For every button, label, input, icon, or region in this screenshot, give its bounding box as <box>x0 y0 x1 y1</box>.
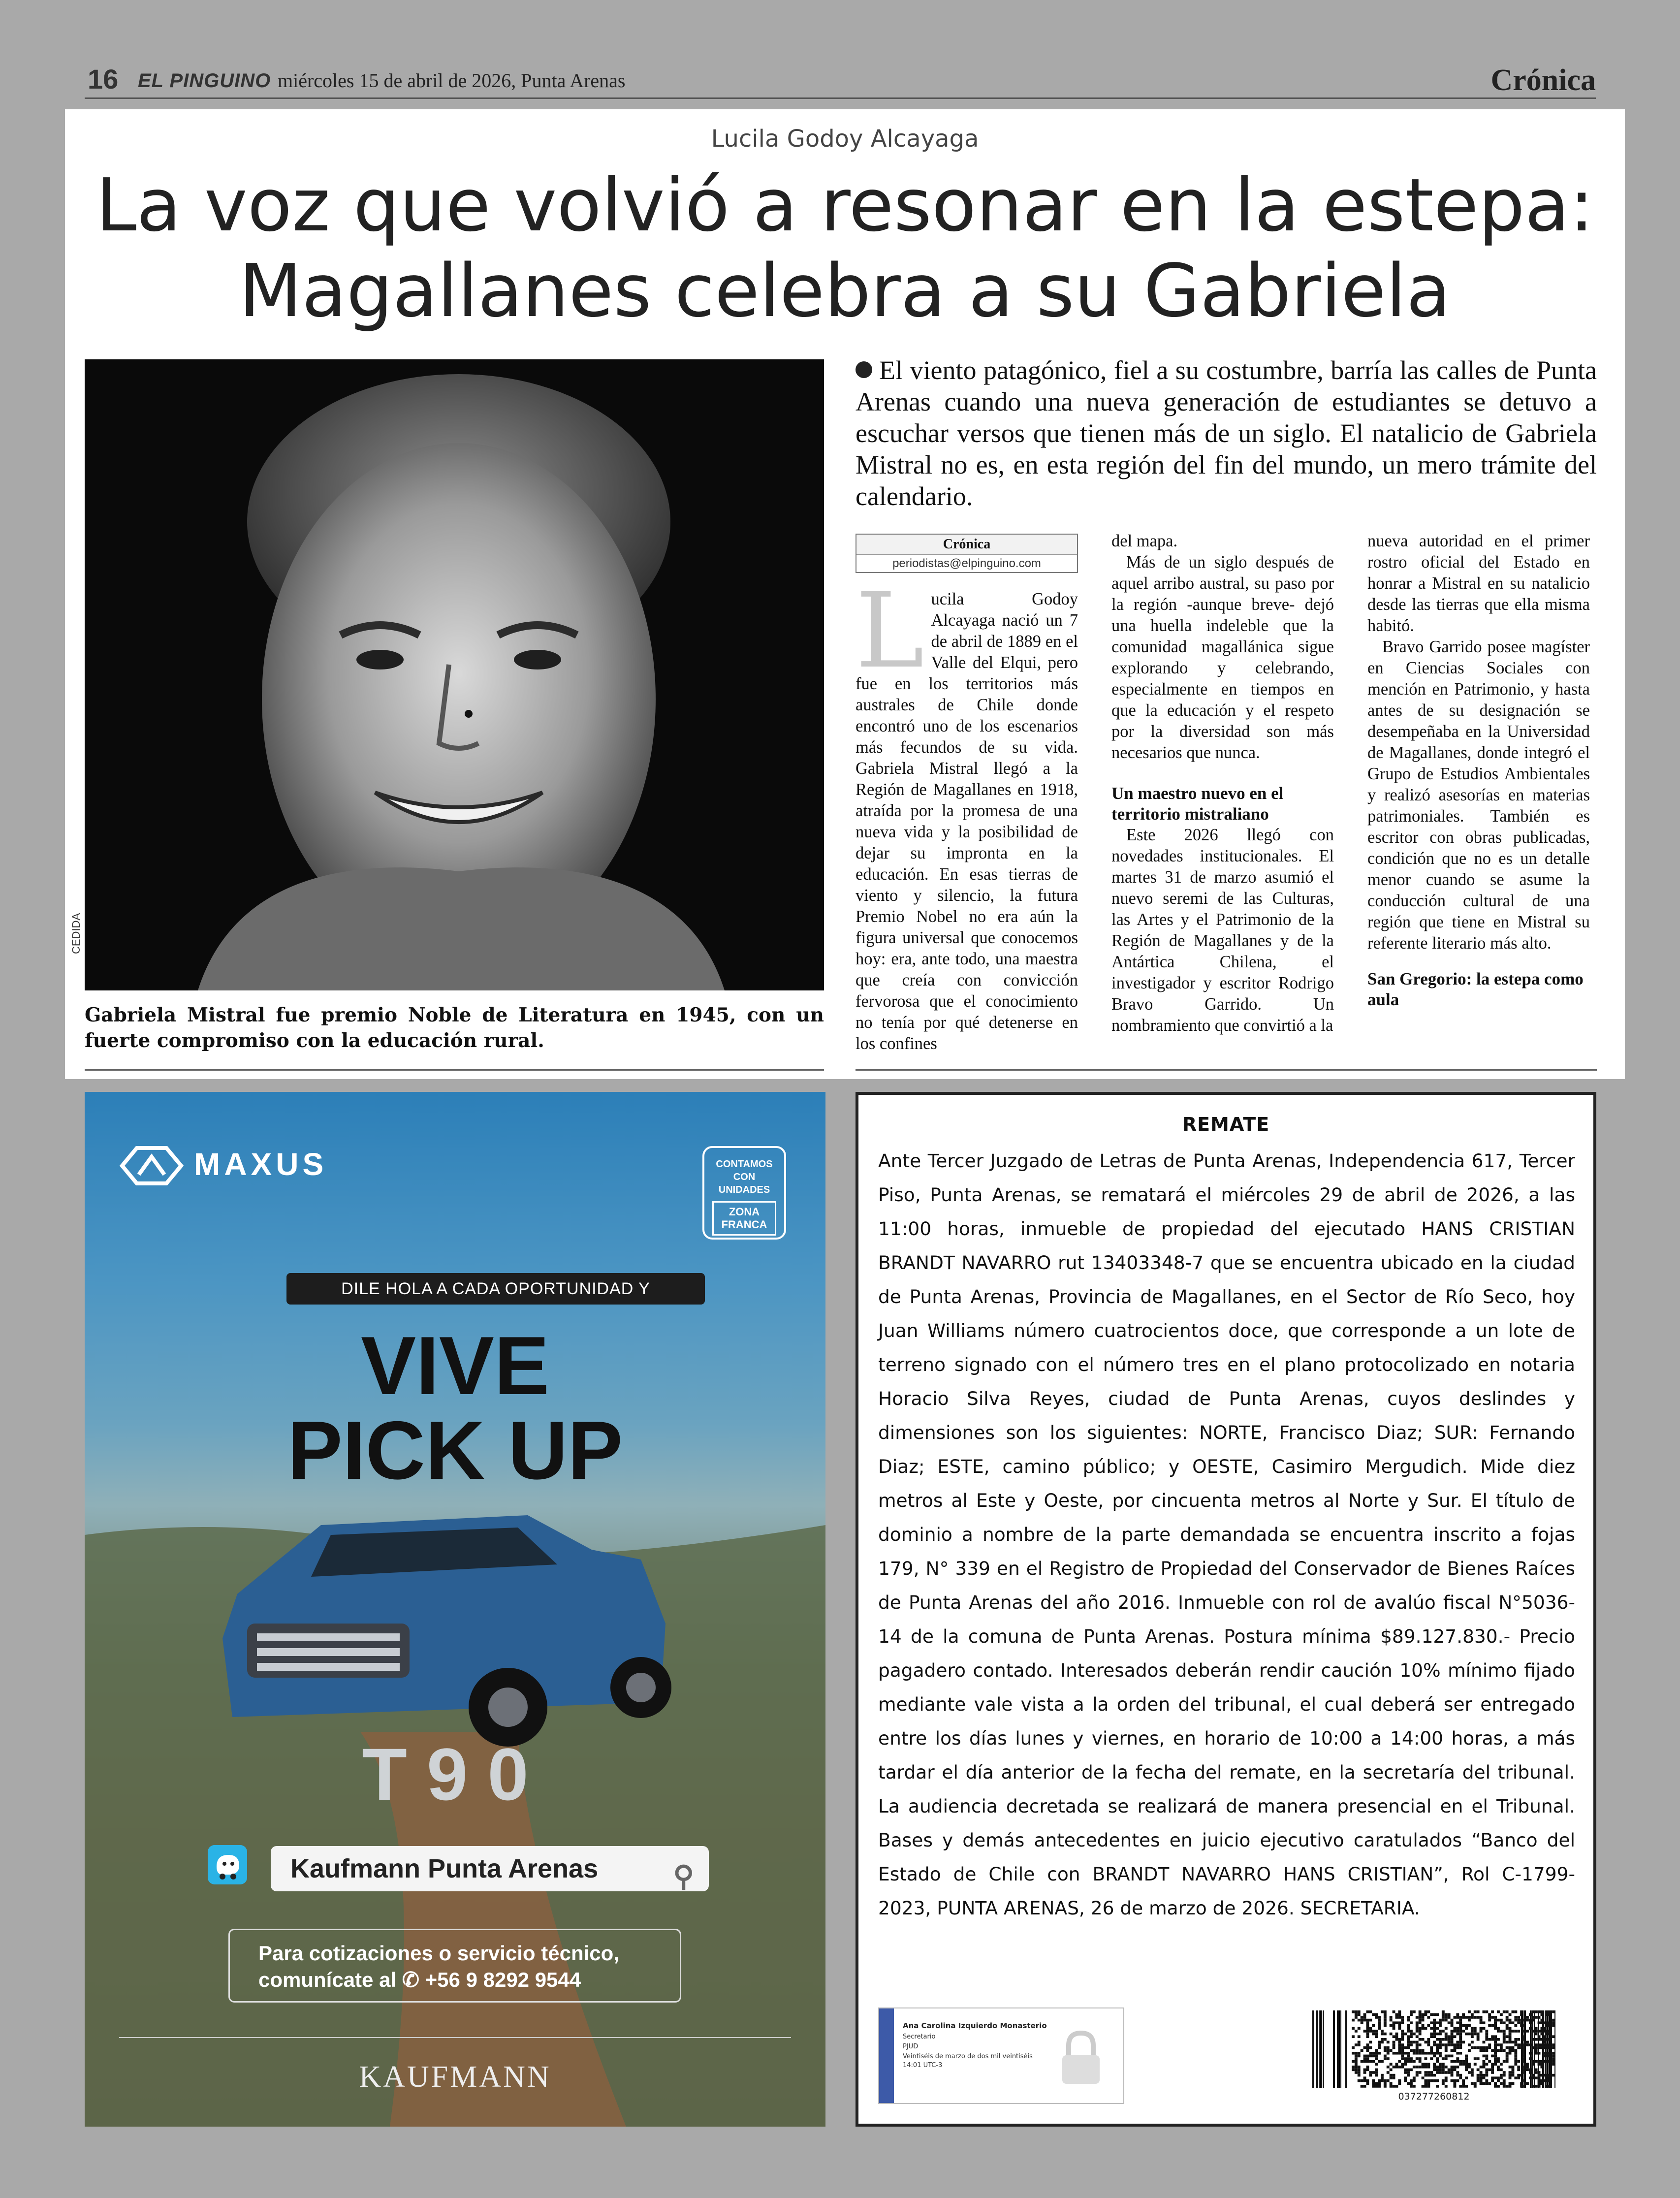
dealer-brand: KAUFMANN <box>359 2060 551 2094</box>
subheading-2: San Gregorio: la estepa como aula <box>1367 969 1584 1009</box>
headline-line-1: La voz que volvió a resonar en la estepa: <box>95 163 1594 248</box>
contact-line-1: Para cotizaciones o servicio técnico, <box>258 1942 619 1965</box>
article-lead <box>856 354 1597 512</box>
byline-box <box>856 534 1078 573</box>
photo-caption: Gabriela Mistral fue premio Noble de Literatura en 1945, con un fuerte compromiso con la educación rural. <box>85 1004 824 1052</box>
lock-icon <box>1056 2028 1106 2087</box>
caption-divider <box>85 1069 824 1071</box>
signer-time: 14:01 UTC-3 <box>903 2062 943 2069</box>
page-number: 16 <box>88 64 119 95</box>
signature-bar <box>879 2008 894 2103</box>
column-2-paragraph-1: del mapa. <box>1111 532 1178 550</box>
column-2-paragraph-3: Este 2026 llegó con novedades institucionales. El martes 31 de marzo asumió el nuevo seremi de las Culturas, las Artes y el Patrimonio de la Región de Magallanes y de la Antártica Chilena, el investigador y escritor Rodrigo Bravo Garrido. Un nombramiento que convirtió a la <box>1111 826 1334 1035</box>
ad-headline <box>85 1319 825 1497</box>
date-line: miércoles 15 de abril de 2026, Punta Arenas <box>278 69 626 92</box>
lead-text: El viento patagónico, fiel a su costumbre, barría las calles de Punta Arenas cuando una nueva generación de estudiantes se detuvo a escuchar versos que tienen más de un siglo. El natalicio de Gabriela Mistral no es, en esta región del fin del mundo, un mero trámite del calendario. <box>856 355 1597 511</box>
page-header <box>85 63 1596 99</box>
photo-credit: CEDIDA <box>70 913 82 954</box>
article-kicker: Lucila Godoy Alcayaga <box>711 125 979 153</box>
ad-brand: MAXUS <box>194 1147 328 1182</box>
newspaper-brand: EL PINGUINO <box>138 70 271 92</box>
contact-line-2: comunícate al <box>258 1968 397 1991</box>
portrait-photo <box>85 359 824 990</box>
contact-box <box>228 1929 681 2003</box>
verification-code-icon <box>1312 2010 1555 2088</box>
article-headline <box>65 162 1625 334</box>
signer-name: Ana Carolina Izquierdo Monasterio <box>903 2021 1047 2030</box>
column-1-text: ucila Godoy Alcayaga nació un 7 de abril de 1889 en el Valle del Elqui, pero fue en los territorios más australes de Chile donde encontró uno de los escenarios más fecundos de su vida. Gabriela Mistral llegó a la Región de Magallanes en 1918, atraída por la promesa de una nueva vida y la posibilidad de dejar su impronta en la educación. En esas tierras de viento y silencio, la futura Premio Nobel no era aún la figura universal que conocemos hoy: era, ante todo, una maestra que creía con convicción fervorosa que el conocimiento no tenía por qué detenerse en los confines <box>856 590 1078 1053</box>
ad-divider <box>119 2037 791 2038</box>
ad-headline-line-1: VIVE <box>361 1319 549 1412</box>
article-column-1 <box>856 534 1078 1054</box>
ad-headline-line-2: PICK UP <box>287 1404 623 1497</box>
bullet-icon <box>856 361 872 378</box>
subheading-1: Un maestro nuevo en el territorio mistraliano <box>1111 784 1284 824</box>
signer-role: Secretario <box>903 2033 936 2040</box>
ad-tagline: DILE HOLA A CADA OPORTUNIDAD Y <box>286 1273 705 1305</box>
maxus-logo-icon <box>119 1145 184 1186</box>
signer-date: Veintiséis de marzo de dos mil veintiséis <box>903 2053 1033 2060</box>
column-3-paragraph-2: Bravo Garrido posee magíster en Ciencias Sociales con mención en Patrimonio, y hasta antes de su designación se desempeñaba en la Universidad de Magallanes, donde integró el Grupo de Estudios Ambientales y realizó asesorías en materias patrimoniales. También es escritor con obras publicadas, condición que no es un detalle menor cuando se asume la conducción cultural de una región que tiene en Mistral su referente literario más alto. <box>1367 637 1590 953</box>
signer-org: PJUD <box>903 2043 919 2050</box>
badge-line-1: CONTAMOS CON <box>716 1159 773 1182</box>
article-panel <box>65 109 1625 1079</box>
notice-title: REMATE <box>1182 1114 1270 1135</box>
zona-franca-badge <box>702 1146 786 1240</box>
search-label: Kaufmann Punta Arenas <box>290 1854 599 1883</box>
whatsapp-icon: ✆ <box>402 1968 419 1991</box>
waze-icon[interactable] <box>208 1845 247 1884</box>
byline-email: periodistas@elpinguino.com <box>892 557 1041 570</box>
maxus-advertisement[interactable] <box>85 1092 825 2127</box>
auction-notice <box>856 1092 1596 2127</box>
badge-box: ZONA FRANCA <box>712 1201 776 1236</box>
location-search-bar[interactable] <box>271 1846 709 1891</box>
model-name: T90 <box>362 1733 548 1816</box>
article-column-3 <box>1367 531 1590 1010</box>
phone-number[interactable]: +56 9 8292 9544 <box>425 1968 581 1991</box>
column-2-paragraph-2: Más de un siglo después de aquel arribo austral, su paso por la región -aunque breve- dejó una huella indeleble que la comunidad magallánica sigue explorando y celebrando, especialmente en tiempos en que la educación y el respeto por la diversidad son más necesarios que nunca. <box>1111 553 1334 762</box>
section-name: Crónica <box>1490 64 1596 97</box>
article-divider <box>856 1069 1597 1071</box>
electronic-signature <box>878 2007 1124 2104</box>
byline-section: Crónica <box>856 535 1077 555</box>
verification-code-number: 037277260812 <box>1398 2091 1470 2102</box>
notice-body: Ante Tercer Juzgado de Letras de Punta Arenas, Independencia 617, Tercer Piso, Punta Arenas, se rematará el miércoles 29 de abril de 2026, a las 11:00 horas, inmueble de propiedad del ejecutado HANS CRISTIAN BRANDT NAVARRO rut 13403348-7 que se encuentra ubicado en la ciudad de Punta Arenas, Provincia de Magallanes, en el Sector de Río Seco, hoy Juan Williams número cuatrocientos doce, que corresponde a un lote de terreno signado con el número tres en el plano protocolizado en notaria Horacio Silva Reyes, ciudad de Punta Arenas, cuyos deslindes y dimensiones son los siguientes: NORTE, Francisco Diaz; SUR: Fernando Diaz; ESTE, camino público; y OESTE, Casimiro Mergudich. Mide diez metros al Este y Oeste, por cincuenta metros al Norte y Sur. El título de dominio a nombre de la parte demandada se encuentra inscrito a fojas 179, N° 339 en el Registro de Propiedad del Conservador de Bienes Raíces de Punta Arenas del año 2016. Inmueble con rol de avalúo fiscal N°5036-14 de la comuna de Punta Arenas. Postura mínima $89.127.830.- Precio pagadero contado. Interesados deberán rendir caución 10% mínimo fijado mediante vale vista a la orden del tribunal, el cual deberá ser entregado entre los días lunes y viernes, en horario de 10:00 a 14:00 horas, a más tardar el día anterior de la fecha del remate, en la secretaría del tribunal. La audiencia decretada se realizará de manera presencial en el Tribunal. Bases y demás antecedentes en juicio ejecutivo caratulados “Banco del Estado de Chile con BRANDT NAVARRO HANS CRISTIAN”, Rol C-1799- 2023, PUNTA ARENAS, 26 de marzo de 2026. SECRETARIA. <box>878 1150 1575 1919</box>
article-column-2 <box>1111 531 1334 1036</box>
badge-line-2: UNIDADES <box>718 1184 770 1195</box>
column-3-paragraph-1: nueva autoridad en el primer rostro oficial del Estado en honrar a Mistral en su natalicio desde las tierras que ella misma habitó. <box>1367 532 1590 635</box>
search-icon[interactable]: ⚲ <box>673 1860 694 1892</box>
portrait-illustration <box>85 359 824 990</box>
headline-line-2: Magallanes celebra a su Gabriela <box>239 249 1451 333</box>
drop-cap: L <box>856 571 924 691</box>
